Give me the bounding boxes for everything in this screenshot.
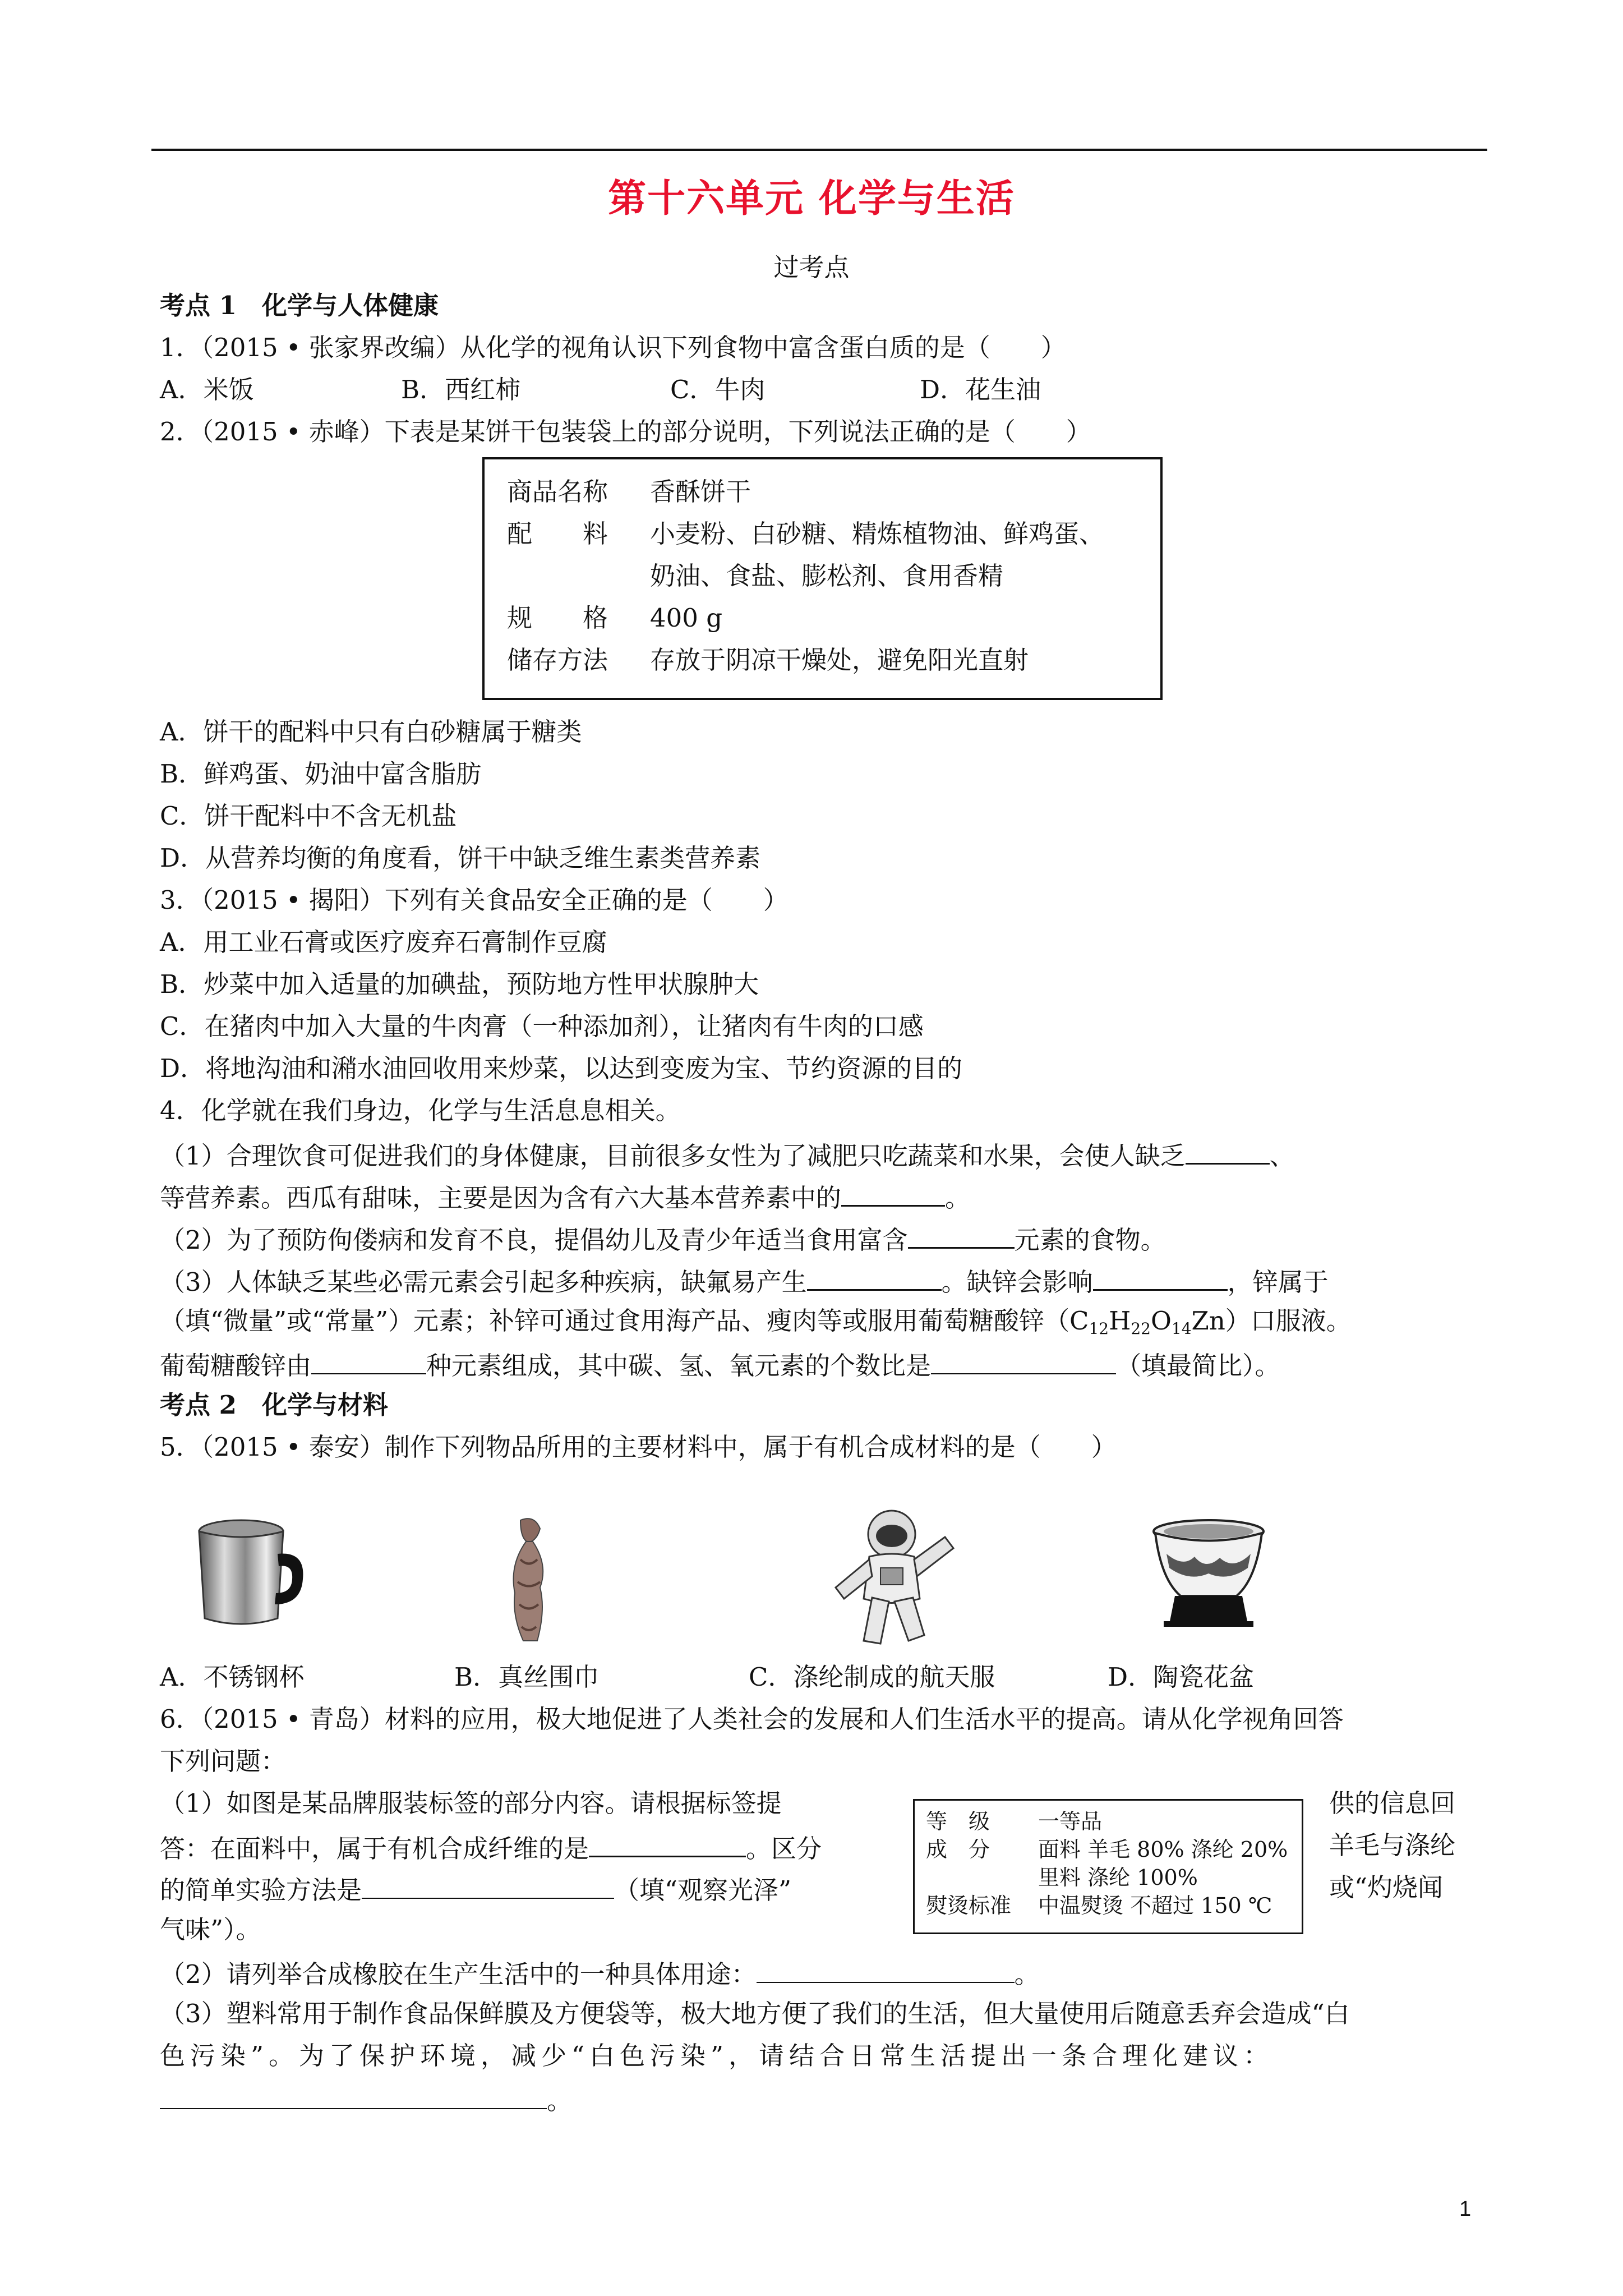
q4-text: 。缺锌会影响 bbox=[941, 1267, 1093, 1297]
q6-text: 。区分 bbox=[746, 1834, 822, 1864]
q2-option-b: B．鲜鸡蛋、奶油中富含脂肪 bbox=[160, 759, 482, 789]
q6-part1-line1: （1）如图是某品牌服装标签的部分内容。请根据标签提 bbox=[160, 1788, 782, 1818]
q4-text: ，锌属于 bbox=[1227, 1267, 1329, 1297]
q6-part1-right1: 供的信息回 bbox=[1329, 1788, 1456, 1818]
header-rule bbox=[151, 149, 1487, 151]
q4-stem: 4．化学就在我们身边，化学与生活息息相关。 bbox=[160, 1096, 681, 1125]
answer-blank[interactable] bbox=[908, 1220, 1015, 1249]
q3-option-b: B．炒菜中加入适量的加碘盐，预防地方性甲状腺肿大 bbox=[160, 969, 759, 999]
label-key: 熨烫标准 bbox=[926, 1893, 1012, 1918]
q4-text: （1）合理饮食可促进我们的身体健康，目前很多女性为了减肥只吃蔬菜和水果，会使人缺乏 bbox=[160, 1141, 1186, 1171]
q6-text: （2）请列举合成橡胶在生产生活中的一种具体用途： bbox=[160, 1959, 757, 1989]
clothing-label-box bbox=[913, 1799, 1303, 1934]
astronaut-suit-image bbox=[824, 1503, 959, 1649]
answer-blank[interactable] bbox=[362, 1871, 614, 1899]
q1-option-c: C．牛肉 bbox=[670, 375, 766, 404]
label-key: 等 级 bbox=[926, 1809, 990, 1834]
label-value: 面料 羊毛 80% 涤纶 20% bbox=[1038, 1837, 1288, 1862]
q5-option-a: A．不锈钢杯 bbox=[160, 1662, 305, 1692]
q3-stem: 3．（2015 • 揭阳）下列有关食品安全正确的是（ ） bbox=[160, 885, 789, 915]
label-row bbox=[926, 1892, 1272, 1920]
answer-blank[interactable] bbox=[1186, 1136, 1270, 1165]
answer-blank[interactable] bbox=[160, 2081, 547, 2109]
table-key: 规 格 bbox=[507, 603, 608, 633]
steel-cup-image bbox=[193, 1515, 306, 1632]
q6-part1-line2 bbox=[160, 1829, 822, 1866]
ceramic-pot-image bbox=[1150, 1517, 1267, 1630]
answer-blank[interactable] bbox=[589, 1829, 746, 1857]
silk-scarf-image bbox=[498, 1515, 560, 1644]
label-row bbox=[926, 1835, 1288, 1864]
page-number: 1 bbox=[1459, 2197, 1472, 2221]
q6-stem-line2: 下列问题： bbox=[160, 1746, 287, 1776]
q3-option-a: A．用工业石膏或医疗废弃石膏制作豆腐 bbox=[160, 927, 607, 957]
q4-part1-line2 bbox=[160, 1178, 970, 1215]
answer-blank[interactable] bbox=[311, 1346, 426, 1374]
q2-option-d: D．从营养均衡的角度看，饼干中缺乏维生素类营养素 bbox=[160, 843, 761, 873]
q6-part3-line2: 色污染”。为了保护环境，减少“白色污染”，请结合日常生活提出一条合理化建议： bbox=[160, 2041, 1274, 2070]
table-key: 配 料 bbox=[507, 519, 608, 549]
q4-part2 bbox=[160, 1220, 1166, 1257]
table-value: 奶油、食盐、膨松剂、食用香精 bbox=[650, 561, 1004, 591]
q4-text: 。 bbox=[945, 1183, 971, 1213]
q4-text: （填最简比）。 bbox=[1116, 1351, 1280, 1381]
label-value: 里料 涤纶 100% bbox=[1038, 1865, 1198, 1890]
q4-text: 等营养素。西瓜有甜味，主要是因为含有六大基本营养素中的 bbox=[160, 1183, 842, 1213]
q1-option-b: B．西红柿 bbox=[401, 375, 521, 404]
q4-text: 葡萄糖酸锌由 bbox=[160, 1351, 312, 1381]
q4-part3-line1 bbox=[160, 1262, 1329, 1299]
q6-text: 。 bbox=[547, 2086, 573, 2115]
q6-part1-right3: 或“灼烧闻 bbox=[1329, 1872, 1444, 1902]
q1-option-a: A．米饭 bbox=[160, 375, 254, 404]
q3-option-c: C．在猪肉中加入大量的牛肉膏（一种添加剂），让猪肉有牛肉的口感 bbox=[160, 1011, 924, 1041]
table-key: 储存方法 bbox=[507, 645, 608, 675]
q6-part3-line1: （3）塑料常用于制作食品保鲜膜及方便袋等，极大地方便了我们的生活，但大量使用后随意丢弃会造成“白 bbox=[160, 1999, 1350, 2028]
table-value: 小麦粉、白砂糖、精炼植物油、鲜鸡蛋、 bbox=[650, 519, 1105, 549]
q5-option-b: B．真丝围巾 bbox=[454, 1662, 600, 1692]
q6-text: 的简单实验方法是 bbox=[160, 1875, 362, 1905]
answer-blank[interactable] bbox=[931, 1346, 1116, 1374]
biscuit-info-table bbox=[482, 457, 1163, 700]
formula-o: O bbox=[1151, 1306, 1172, 1336]
q6-part2 bbox=[160, 1955, 1040, 1991]
q4-part3-line3 bbox=[160, 1346, 1280, 1383]
page-subtitle: 过考点 bbox=[773, 252, 850, 282]
section2-heading: 考点 2 化学与材料 bbox=[160, 1390, 388, 1420]
q4-text: Zn）口服液。 bbox=[1191, 1306, 1352, 1336]
q5-option-c: C．涤纶制成的航天服 bbox=[749, 1662, 995, 1692]
q6-part1-line3 bbox=[160, 1871, 791, 1907]
page-title: 第十六单元 化学与生活 bbox=[608, 176, 1015, 221]
q6-part3-line3 bbox=[160, 2081, 572, 2118]
answer-blank[interactable] bbox=[1093, 1262, 1228, 1291]
q4-text: 元素的食物。 bbox=[1014, 1225, 1166, 1255]
label-key: 成 分 bbox=[926, 1837, 990, 1862]
answer-blank[interactable] bbox=[807, 1262, 942, 1291]
q4-text: （3）人体缺乏某些必需元素会引起多种疾病，缺氟易产生 bbox=[160, 1267, 807, 1297]
q6-part1-line4: 气味”）。 bbox=[160, 1915, 261, 1944]
answer-blank[interactable] bbox=[841, 1178, 945, 1207]
table-value: 存放于阴凉干燥处，避免阳光直射 bbox=[650, 645, 1029, 675]
q4-text: 、 bbox=[1269, 1141, 1295, 1171]
q4-part3-line2 bbox=[160, 1304, 1352, 1338]
q6-stem-line1: 6．（2015 • 青岛）材料的应用，极大地促进了人类社会的发展和人们生活水平的提高。请从化学视角回答 bbox=[160, 1704, 1344, 1734]
table-value: 香酥饼干 bbox=[650, 477, 751, 507]
q3-option-d: D．将地沟油和潲水油回收用来炒菜，以达到变废为宝、节约资源的目的 bbox=[160, 1053, 963, 1083]
section1-heading: 考点 1 化学与人体健康 bbox=[160, 291, 439, 320]
table-value: 400 g bbox=[650, 603, 723, 633]
label-value: 一等品 bbox=[1038, 1809, 1103, 1834]
q6-part1-right2: 羊毛与涤纶 bbox=[1329, 1830, 1456, 1860]
q4-text: 种元素组成，其中碳、氢、氧元素的个数比是 bbox=[426, 1351, 932, 1381]
q2-option-a: A．饼干的配料中只有白砂糖属于糖类 bbox=[160, 717, 582, 747]
q5-stem: 5．（2015 • 泰安）制作下列物品所用的主要材料中，属于有机合成材料的是（ ） bbox=[160, 1432, 1117, 1462]
subscript: 14 bbox=[1171, 1319, 1192, 1338]
subscript: 12 bbox=[1089, 1319, 1109, 1338]
q2-option-c: C．饼干配料中不含无机盐 bbox=[160, 801, 457, 831]
q6-text: 。 bbox=[1014, 1959, 1040, 1989]
q5-option-d: D．陶瓷花盆 bbox=[1108, 1662, 1255, 1692]
q1-stem: 1．（2015 • 张家界改编）从化学的视角认识下列食物中富含蛋白质的是（ ） bbox=[160, 333, 1066, 362]
subscript: 22 bbox=[1131, 1319, 1151, 1338]
q4-text: （填“微量”或“常量”）元素；补锌可通过食用海产品、瘦肉等或服用葡萄糖酸锌（C bbox=[160, 1306, 1089, 1336]
q6-text: （填“观察光泽” bbox=[614, 1875, 792, 1905]
formula-h: H bbox=[1109, 1306, 1131, 1336]
answer-blank[interactable] bbox=[757, 1955, 1015, 1983]
q4-text: （2）为了预防佝偻病和发育不良，提倡幼儿及青少年适当食用富含 bbox=[160, 1225, 908, 1255]
q2-stem: 2．（2015 • 赤峰）下表是某饼干包装袋上的部分说明，下列说法正确的是（ ） bbox=[160, 417, 1091, 447]
q4-part1-line1 bbox=[160, 1136, 1295, 1173]
label-row bbox=[926, 1807, 1103, 1835]
q1-option-d: D．花生油 bbox=[920, 375, 1041, 404]
q6-text: 答：在面料中，属于有机合成纤维的是 bbox=[160, 1834, 589, 1864]
label-value: 中温熨烫 不超过 150 ℃ bbox=[1038, 1893, 1272, 1918]
table-key: 商品名称 bbox=[507, 477, 608, 507]
